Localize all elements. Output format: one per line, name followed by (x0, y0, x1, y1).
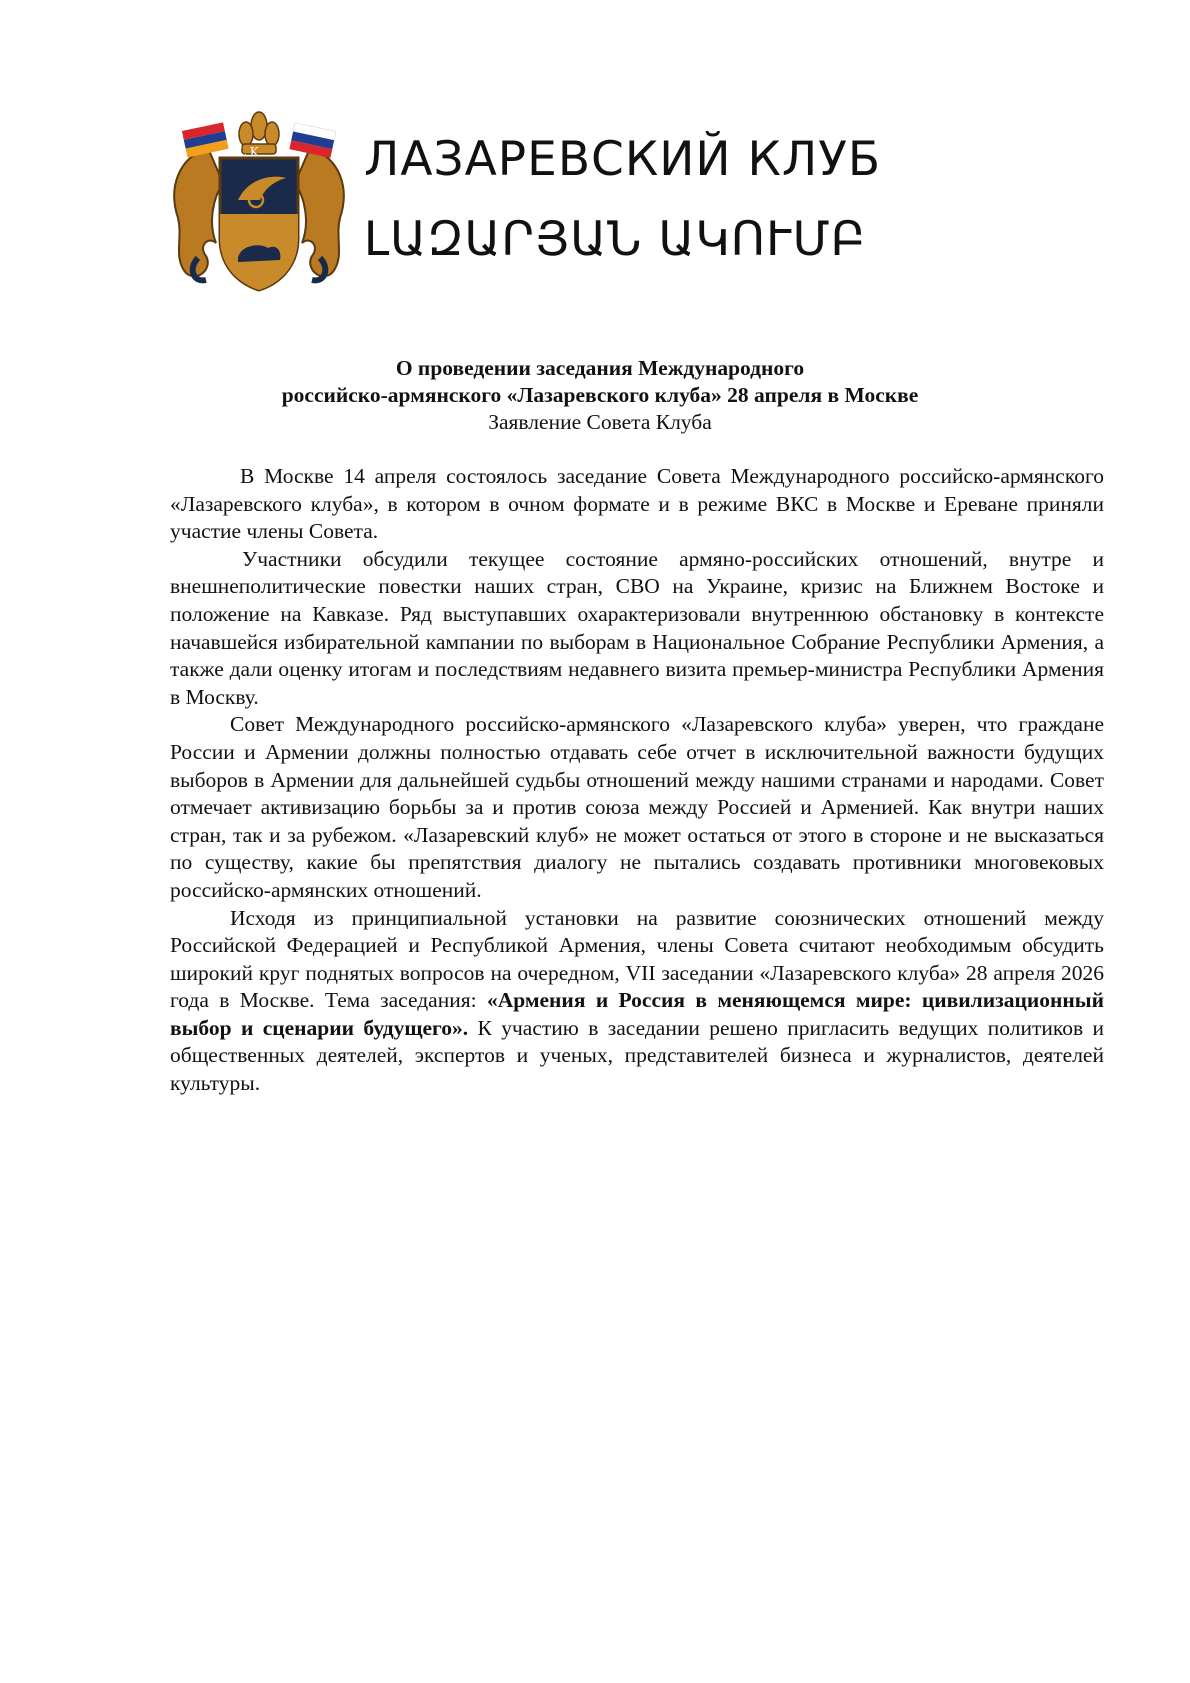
title-line-1: О проведении заседания Международного (395, 356, 805, 380)
left-acanthus-ornament (174, 148, 223, 276)
logo-letters: L K (238, 145, 259, 159)
paragraph-4 (170, 905, 1104, 1098)
club-name-russian: ЛАЗАРЕВСКИЙ КЛУБ (364, 132, 882, 187)
paragraph-4-start: Исходя из принципиальной установки на развитие союзнических отношений между Российской Федерацией и Республикой Армения, члены Совета считают необходимым обсудить широкий круг поднятых вопросов на очередном, VII заседании «Лазаревского клуба» 28 апреля 2026 года в Москве. Тема заседания: (170, 905, 1104, 1013)
armenian-flag (182, 122, 229, 157)
club-name-armenian: ԼԱԶԱՐՅԱՆ ԱԿՈՒՄԲ (364, 212, 867, 267)
russian-flag (289, 123, 336, 158)
statement-subtitle: Заявление Совета Клуба (488, 410, 712, 434)
paragraph-2: Участники обсудили текущее состояние армяно-российских отношений, внутре и внешнеполитические повестки наших стран, СВО на Украине, кризис на Ближнем Востоке и положение на Кавказе. Ряд выступавших охарактеризовали внутреннюю обстановку в контексте начавшейся избирательной кампании по выборам в Национальное Собрание Республики Армения, а также дали оценку итогам и последствиям недавнего визита премьер-министра Республики Армения в Москву. (170, 546, 1104, 709)
right-acanthus-ornament (295, 148, 344, 276)
club-emblem-logo (168, 108, 350, 294)
paragraph-4-end: К участию в заседании решено пригласить ведущих политиков и общественных деятелей, экспертов и ученых, представителей бизнеса и журналистов, деятелей культуры. (170, 1015, 1105, 1096)
paragraph-1: В Москве 14 апреля состоялось заседание Совета Международного российско-армянского «Лазаревского клуба», в котором в очном формате и в режиме ВКС в Москве и Ереване приняли участие члены Совета. (170, 464, 1104, 544)
paragraph-3: Совет Международного российско-армянского «Лазаревского клуба» уверен, что граждане России и Армении должны полностью отдавать себе отчет в исключительной важности будущих выборов в Армении для дальнейшей судьбы отношений между нашими странами и народами. Совет отмечает активизацию борьбы за и против союза между Россией и Арменией. Как внутри наших стран, так и за рубежом. «Лазаревский клуб» не может остаться от этого в стороне и не высказаться по существу, какие бы препятствия диалогу не пытались создавать противники многовековых российско-армянских отношений. (170, 712, 1104, 902)
letterhead (168, 108, 928, 298)
title-line-2: российско-армянского «Лазаревского клуба» 28 апреля в Москве (281, 383, 919, 407)
statement-title-block (160, 355, 1040, 436)
meeting-theme: «Армения и Россия в меняющемся мире: цивилизационный выбор и сценарии будущего». (170, 988, 1104, 1040)
statement-body (170, 463, 1104, 1098)
